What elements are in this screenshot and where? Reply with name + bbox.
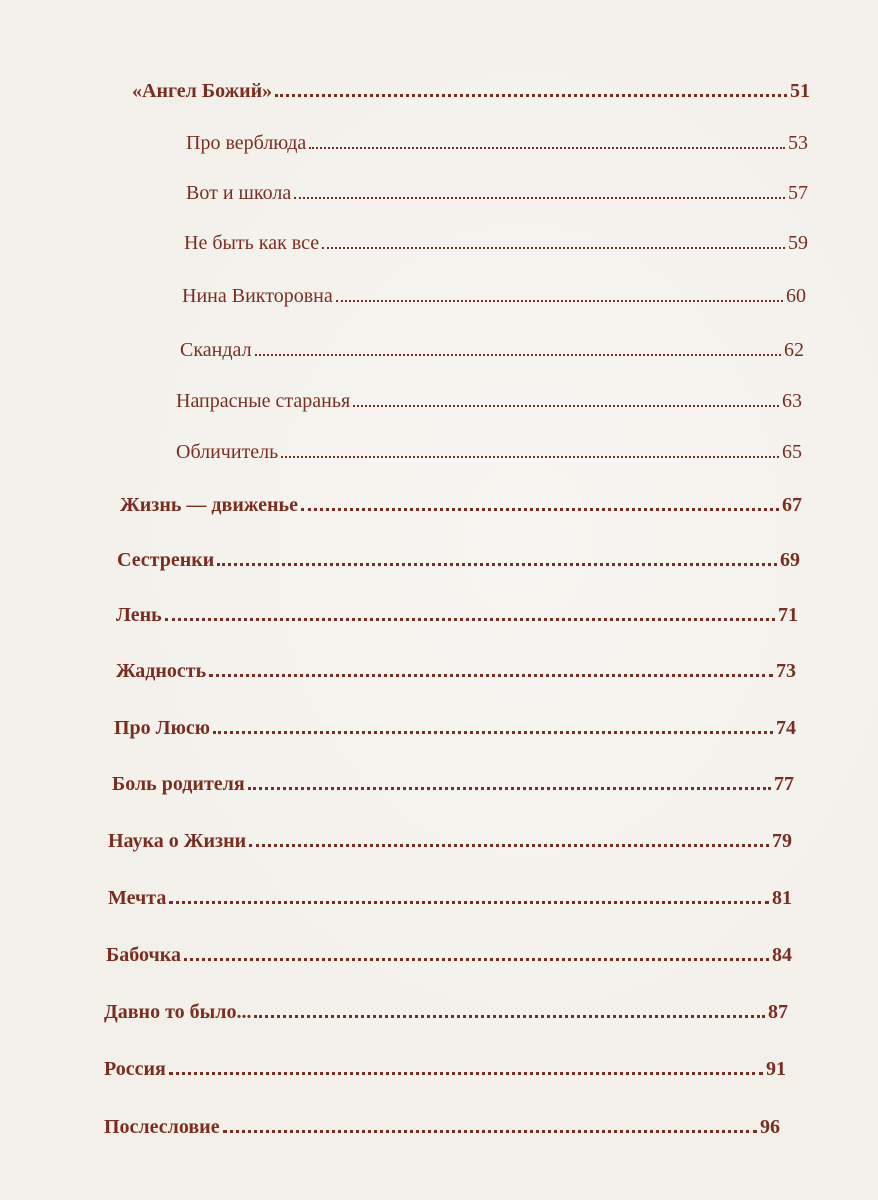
toc-entry-page: 96 xyxy=(760,1116,780,1138)
toc-entry-page: 63 xyxy=(782,390,802,412)
toc-entry-title: Скандал xyxy=(180,339,252,361)
dot-leader xyxy=(281,456,779,458)
dot-leader xyxy=(254,1015,765,1018)
toc-entry xyxy=(176,441,802,464)
dot-leader xyxy=(309,147,785,149)
dot-leader xyxy=(336,300,783,302)
toc-entry xyxy=(104,1058,786,1081)
toc-entry-page: 79 xyxy=(772,830,792,852)
toc-entry xyxy=(180,339,804,362)
toc-entry xyxy=(120,494,802,517)
toc-entry-page: 74 xyxy=(776,717,796,739)
toc-entry xyxy=(104,1001,788,1024)
toc-entry-title: Боль родителя xyxy=(112,773,245,795)
toc-entry-page: 73 xyxy=(776,660,796,682)
toc-entry-title: Послесловие xyxy=(104,1116,220,1138)
dot-leader xyxy=(301,508,779,511)
toc-entry xyxy=(112,773,794,796)
dot-leader xyxy=(217,563,777,566)
toc-entry-title: Обличитель xyxy=(176,441,279,463)
dot-leader xyxy=(169,901,769,904)
toc-entry-page: 71 xyxy=(778,604,798,626)
dot-leader xyxy=(223,1130,757,1133)
toc-entry-page: 84 xyxy=(772,944,792,966)
toc-entry-page: 51 xyxy=(790,80,810,102)
toc-entry xyxy=(114,717,796,740)
toc-entry-title: Жадность xyxy=(116,660,207,682)
dot-leader xyxy=(169,1072,763,1075)
toc-entry xyxy=(116,604,798,627)
toc-entry-title: Наука о Жизни xyxy=(108,830,247,852)
toc-entry xyxy=(117,549,800,572)
toc-entry-page: 62 xyxy=(784,339,804,361)
toc-entry xyxy=(186,132,808,155)
toc-entry-page: 65 xyxy=(782,441,802,463)
toc-entry-page: 67 xyxy=(782,494,802,516)
toc-entry-title: Нина Викторовна xyxy=(182,285,333,307)
dot-leader xyxy=(294,197,785,199)
toc-entry-title: Вот и школа xyxy=(186,182,292,204)
toc-entry xyxy=(182,285,806,308)
toc-entry-title: Россия xyxy=(104,1058,166,1080)
toc-entry-title: Про верблюда xyxy=(186,132,307,154)
toc-entry xyxy=(132,80,810,103)
dot-leader xyxy=(322,247,785,249)
toc-entry-page: 87 xyxy=(768,1001,788,1023)
toc-entry xyxy=(116,660,796,683)
toc-entry-page: 91 xyxy=(766,1058,786,1080)
toc-entry-title: Жизнь — движенье xyxy=(120,494,298,516)
toc-entry xyxy=(184,232,808,255)
toc-entry-title: Мечта xyxy=(108,887,167,909)
toc-entry xyxy=(108,830,792,853)
dot-leader xyxy=(255,354,781,356)
toc-entry-title: Бабочка xyxy=(106,944,181,966)
toc-entry xyxy=(108,887,792,910)
toc-entry-title: Напрасные старанья xyxy=(176,390,351,412)
dot-leader xyxy=(353,405,779,407)
toc-entry-page: 57 xyxy=(788,182,808,204)
dot-leader xyxy=(248,787,771,790)
toc-entry xyxy=(176,390,802,413)
toc-entry-page: 77 xyxy=(774,773,794,795)
dot-leader xyxy=(275,94,787,97)
toc-entry xyxy=(186,182,808,205)
toc-entry-page: 59 xyxy=(788,232,808,254)
dot-leader xyxy=(165,618,775,621)
toc-entry-page: 60 xyxy=(786,285,806,307)
toc-entry xyxy=(104,1116,780,1139)
dot-leader xyxy=(213,731,773,734)
toc-entry-title: Про Люсю xyxy=(114,717,211,739)
toc-entry-page: 81 xyxy=(772,887,792,909)
dot-leader xyxy=(249,844,769,847)
toc-entry-title: Сестренки xyxy=(117,549,215,571)
toc-entry-page: 69 xyxy=(780,549,800,571)
toc-entry-page: 53 xyxy=(788,132,808,154)
dot-leader xyxy=(209,674,773,677)
toc-entry-title: «Ангел Божий» xyxy=(132,80,273,102)
toc-entry-title: Лень xyxy=(116,604,162,626)
toc-entry xyxy=(106,944,792,967)
toc-entry-title: Давно то было... xyxy=(104,1001,252,1023)
dot-leader xyxy=(184,958,769,961)
toc-entry-title: Не быть как все xyxy=(184,232,320,254)
